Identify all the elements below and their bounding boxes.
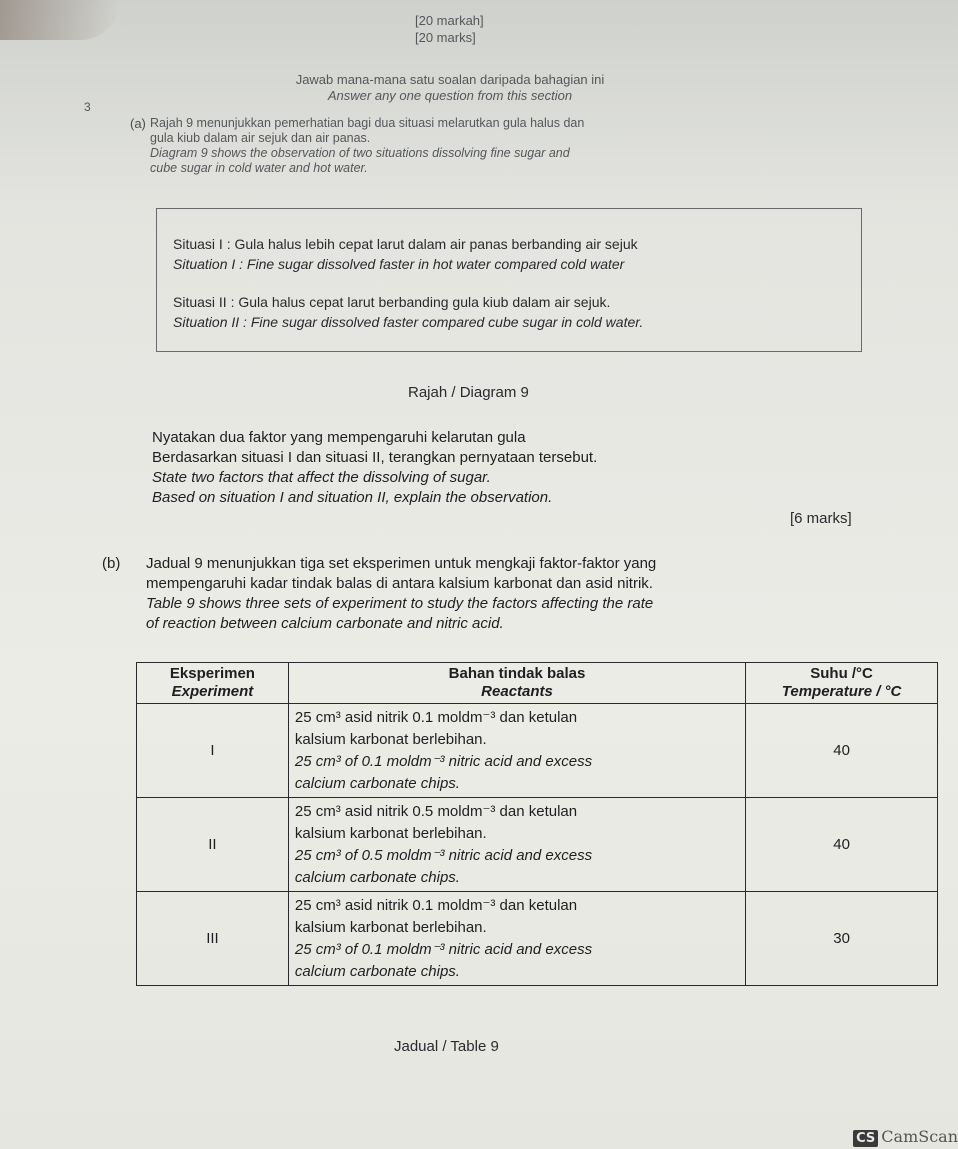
task-ms-2: Berdasarkan situasi I dan situasi II, terangkan pernyataan tersebut. (152, 449, 598, 466)
reactants-cell (288, 892, 745, 986)
total-marks (415, 12, 484, 46)
part-a-intro-en-2: cube sugar in cold water and hot water. (150, 161, 368, 175)
reactant-ms-line-2: kalsium karbonat berlebihan. (294, 918, 487, 936)
reactant-ms-line-1: 25 cm³ asid nitrik 0.1 moldm⁻³ dan ketulan (294, 896, 578, 914)
temperature-cell: 40 (746, 704, 938, 798)
header-temperature-ms: Suhu /°C (810, 665, 873, 682)
diagram-caption: Rajah / Diagram 9 (408, 384, 529, 401)
part-a-intro (150, 116, 830, 176)
reactant-ms-line-2: kalsium karbonat berlebihan. (294, 824, 487, 842)
table-caption: Jadual / Table 9 (394, 1038, 499, 1055)
part-a-task (152, 428, 872, 508)
reactant-en-line-2: calcium carbonate chips. (294, 868, 460, 886)
header-experiment-en: Experiment (171, 683, 254, 700)
situation-2-text-en: : Fine sugar dissolved faster compared cube sugar in cold water. (243, 314, 644, 330)
header-reactants-ms: Bahan tindak balas (448, 665, 586, 682)
part-b-intro-ms-2: mempengaruhi kadar tindak balas di antara kalsium karbonat dan asid nitrik. (146, 575, 653, 592)
situation-2-label-en: Situation II (173, 314, 240, 330)
section-instruction (240, 72, 660, 104)
experiment-cell: I (137, 704, 289, 798)
camscanner-watermark (853, 1127, 958, 1147)
reactant-ms-line-2: kalsium karbonat berlebihan. (294, 730, 487, 748)
temperature-cell: 40 (746, 798, 938, 892)
situation-2-label-ms: Situasi II (173, 294, 227, 310)
reactant-en-line-1: 25 cm³ of 0.5 moldm⁻³ nitric acid and excess (294, 846, 593, 864)
experiment-cell: II (137, 798, 289, 892)
instruction-malay: Jawab mana-mana satu soalan daripada bahagian ini (295, 72, 605, 87)
table-row (137, 704, 938, 798)
part-b-intro-ms-1: Jadual 9 menunjukkan tiga set eksperimen untuk mengkaji faktor-faktor yang (146, 555, 657, 572)
table-header-row (137, 663, 938, 704)
reactants-cell (288, 798, 745, 892)
table-row (137, 892, 938, 986)
situation-1-label-ms: Situasi I (173, 236, 223, 252)
marks-malay: [20 markah] (415, 13, 484, 28)
question-number: 3 (84, 100, 91, 114)
reactant-en-line-1: 25 cm³ of 0.1 moldm⁻³ nitric acid and excess (294, 940, 593, 958)
reactant-en-line-2: calcium carbonate chips. (294, 774, 460, 792)
part-a-intro-ms-2: gula kiub dalam air sejuk dan air panas. (150, 131, 371, 145)
part-b-intro-en-2: of reaction between calcium carbonate and nitric acid. (146, 615, 504, 632)
reactants-cell (288, 704, 745, 798)
situation-2-text-ms: : Gula halus cepat larut berbanding gula kiub dalam air sejuk. (230, 294, 611, 310)
header-temperature (746, 663, 938, 704)
header-experiment (137, 663, 289, 704)
situation-1-english (173, 255, 624, 274)
task-en-1: State two factors that affect the dissolving of sugar. (152, 469, 491, 486)
camscanner-text: CamScan (881, 1127, 958, 1146)
situation-1-label-en: Situation I (173, 256, 236, 272)
header-experiment-ms: Eksperimen (169, 665, 255, 682)
part-b-intro-en-1: Table 9 shows three sets of experiment to study the factors affecting the rate (146, 595, 654, 612)
instruction-english: Answer any one question from this section (327, 88, 573, 103)
part-a-marks: [6 marks] (790, 510, 852, 527)
situation-1-malay (173, 235, 638, 254)
part-b-label: (b) (102, 555, 121, 572)
diagram-9-box (156, 208, 862, 352)
situation-2-malay (173, 293, 610, 312)
table-9 (136, 662, 938, 986)
task-ms-1: Nyatakan dua faktor yang mempengaruhi kelarutan gula (152, 429, 526, 446)
reactant-en-line-2: calcium carbonate chips. (294, 962, 460, 980)
reactant-ms-line-1: 25 cm³ asid nitrik 0.1 moldm⁻³ dan ketulan (294, 708, 578, 726)
reactant-en-line-1: 25 cm³ of 0.1 moldm⁻³ nitric acid and excess (294, 752, 593, 770)
task-en-2: Based on situation I and situation II, explain the observation. (152, 489, 553, 506)
header-reactants-en: Reactants (481, 683, 553, 700)
marks-english: [20 marks] (415, 30, 476, 45)
part-a-label: (a) (130, 116, 146, 131)
situation-2-english (173, 313, 643, 332)
part-a-intro-ms-1: Rajah 9 menunjukkan pemerhatian bagi dua situasi melarutkan gula halus dan (150, 116, 585, 130)
temperature-cell: 30 (746, 892, 938, 986)
situation-1-text-en: : Fine sugar dissolved faster in hot water compared cold water (239, 256, 625, 272)
header-reactants (288, 663, 745, 704)
reactant-ms-line-1: 25 cm³ asid nitrik 0.5 moldm⁻³ dan ketulan (294, 802, 578, 820)
header-temperature-en: Temperature / °C (781, 683, 902, 700)
table-row (137, 798, 938, 892)
situation-1-text-ms: : Gula halus lebih cepat larut dalam air panas berbanding air sejuk (226, 236, 638, 252)
finger-shadow (0, 0, 120, 40)
experiment-cell: III (137, 892, 289, 986)
camscanner-logo-icon: CS (853, 1130, 878, 1147)
part-b-intro (146, 554, 886, 634)
part-a-intro-en-1: Diagram 9 shows the observation of two situations dissolving fine sugar and (150, 146, 570, 160)
